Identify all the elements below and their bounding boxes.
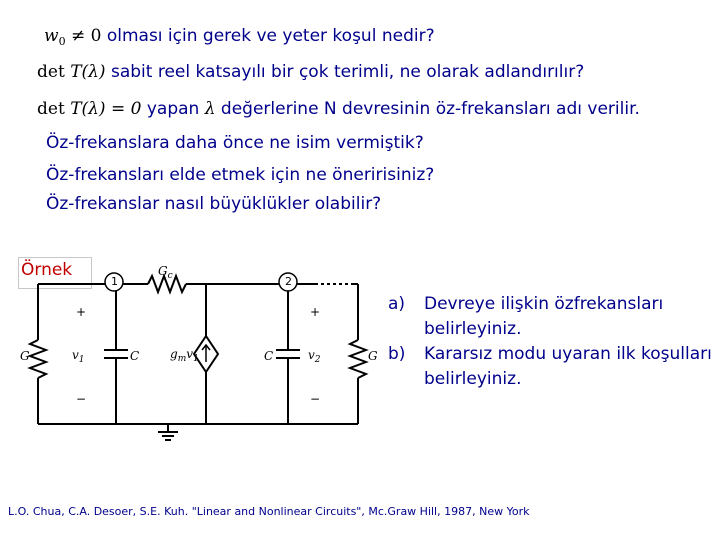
question-3-text-a: yapan bbox=[146, 99, 200, 119]
v2-minus: − bbox=[310, 392, 321, 406]
v1-plus: + bbox=[76, 305, 87, 319]
question-1 bbox=[44, 26, 435, 48]
series-conductance-label: $G_c$ bbox=[158, 264, 173, 281]
question-3-text-b: değerlerine N devresinin öz-frekansları adı verilir. bbox=[220, 99, 640, 119]
question-a-label: a) bbox=[388, 294, 406, 314]
question-2-text: sabit reel katsayılı bir çok terimli, ne olarak adlandırılır? bbox=[110, 62, 585, 82]
example-label: Örnek bbox=[21, 260, 73, 280]
example-question-a bbox=[388, 292, 720, 342]
v2-label: $v_2$ bbox=[308, 348, 321, 365]
det-T-zero-expression: det T(λ) = 0 bbox=[37, 99, 142, 119]
question-1-text: olması için gerek ve yeter koşul nedir? bbox=[106, 26, 435, 46]
question-3 bbox=[37, 99, 640, 119]
question-a-text: Devreye ilişkin özfrekansları belirleyiniz. bbox=[424, 294, 664, 339]
w0-expression: $w_0 \ne 0$ bbox=[44, 26, 102, 48]
lambda-symbol: λ bbox=[204, 99, 216, 119]
det-T-expression: det T(λ) bbox=[37, 62, 106, 82]
vccs-label: $g_mv_1$ bbox=[170, 347, 199, 364]
node-2-label: 2 bbox=[285, 275, 292, 288]
node-1-label: 1 bbox=[111, 275, 118, 288]
example-questions bbox=[388, 292, 720, 392]
example-question-b bbox=[388, 342, 720, 392]
question-6: Öz-frekanslar nasıl büyüklükler olabilir? bbox=[46, 194, 382, 214]
left-conductance-label: G bbox=[20, 349, 30, 363]
question-5: Öz-frekansları elde etmek için ne öneririsiniz? bbox=[46, 165, 435, 185]
reference-citation: L.O. Chua, C.A. Desoer, S.E. Kuh. "Linear and Nonlinear Circuits", Mc.Graw Hill, 1987, New York bbox=[8, 505, 530, 518]
right-conductance-label: G bbox=[368, 349, 378, 363]
v1-label: $v_1$ bbox=[72, 348, 85, 365]
cap-right-label: C bbox=[264, 349, 274, 363]
v2-plus: + bbox=[310, 305, 321, 319]
v1-minus: − bbox=[76, 392, 87, 406]
question-b-label: b) bbox=[388, 344, 406, 364]
question-b-text: Kararsız modu uyaran ilk koşulları belirleyiniz. bbox=[424, 344, 712, 389]
question-2 bbox=[37, 62, 584, 82]
question-4: Öz-frekanslara daha önce ne isim vermiştik? bbox=[46, 133, 424, 153]
cap-left-label: C bbox=[130, 349, 140, 363]
